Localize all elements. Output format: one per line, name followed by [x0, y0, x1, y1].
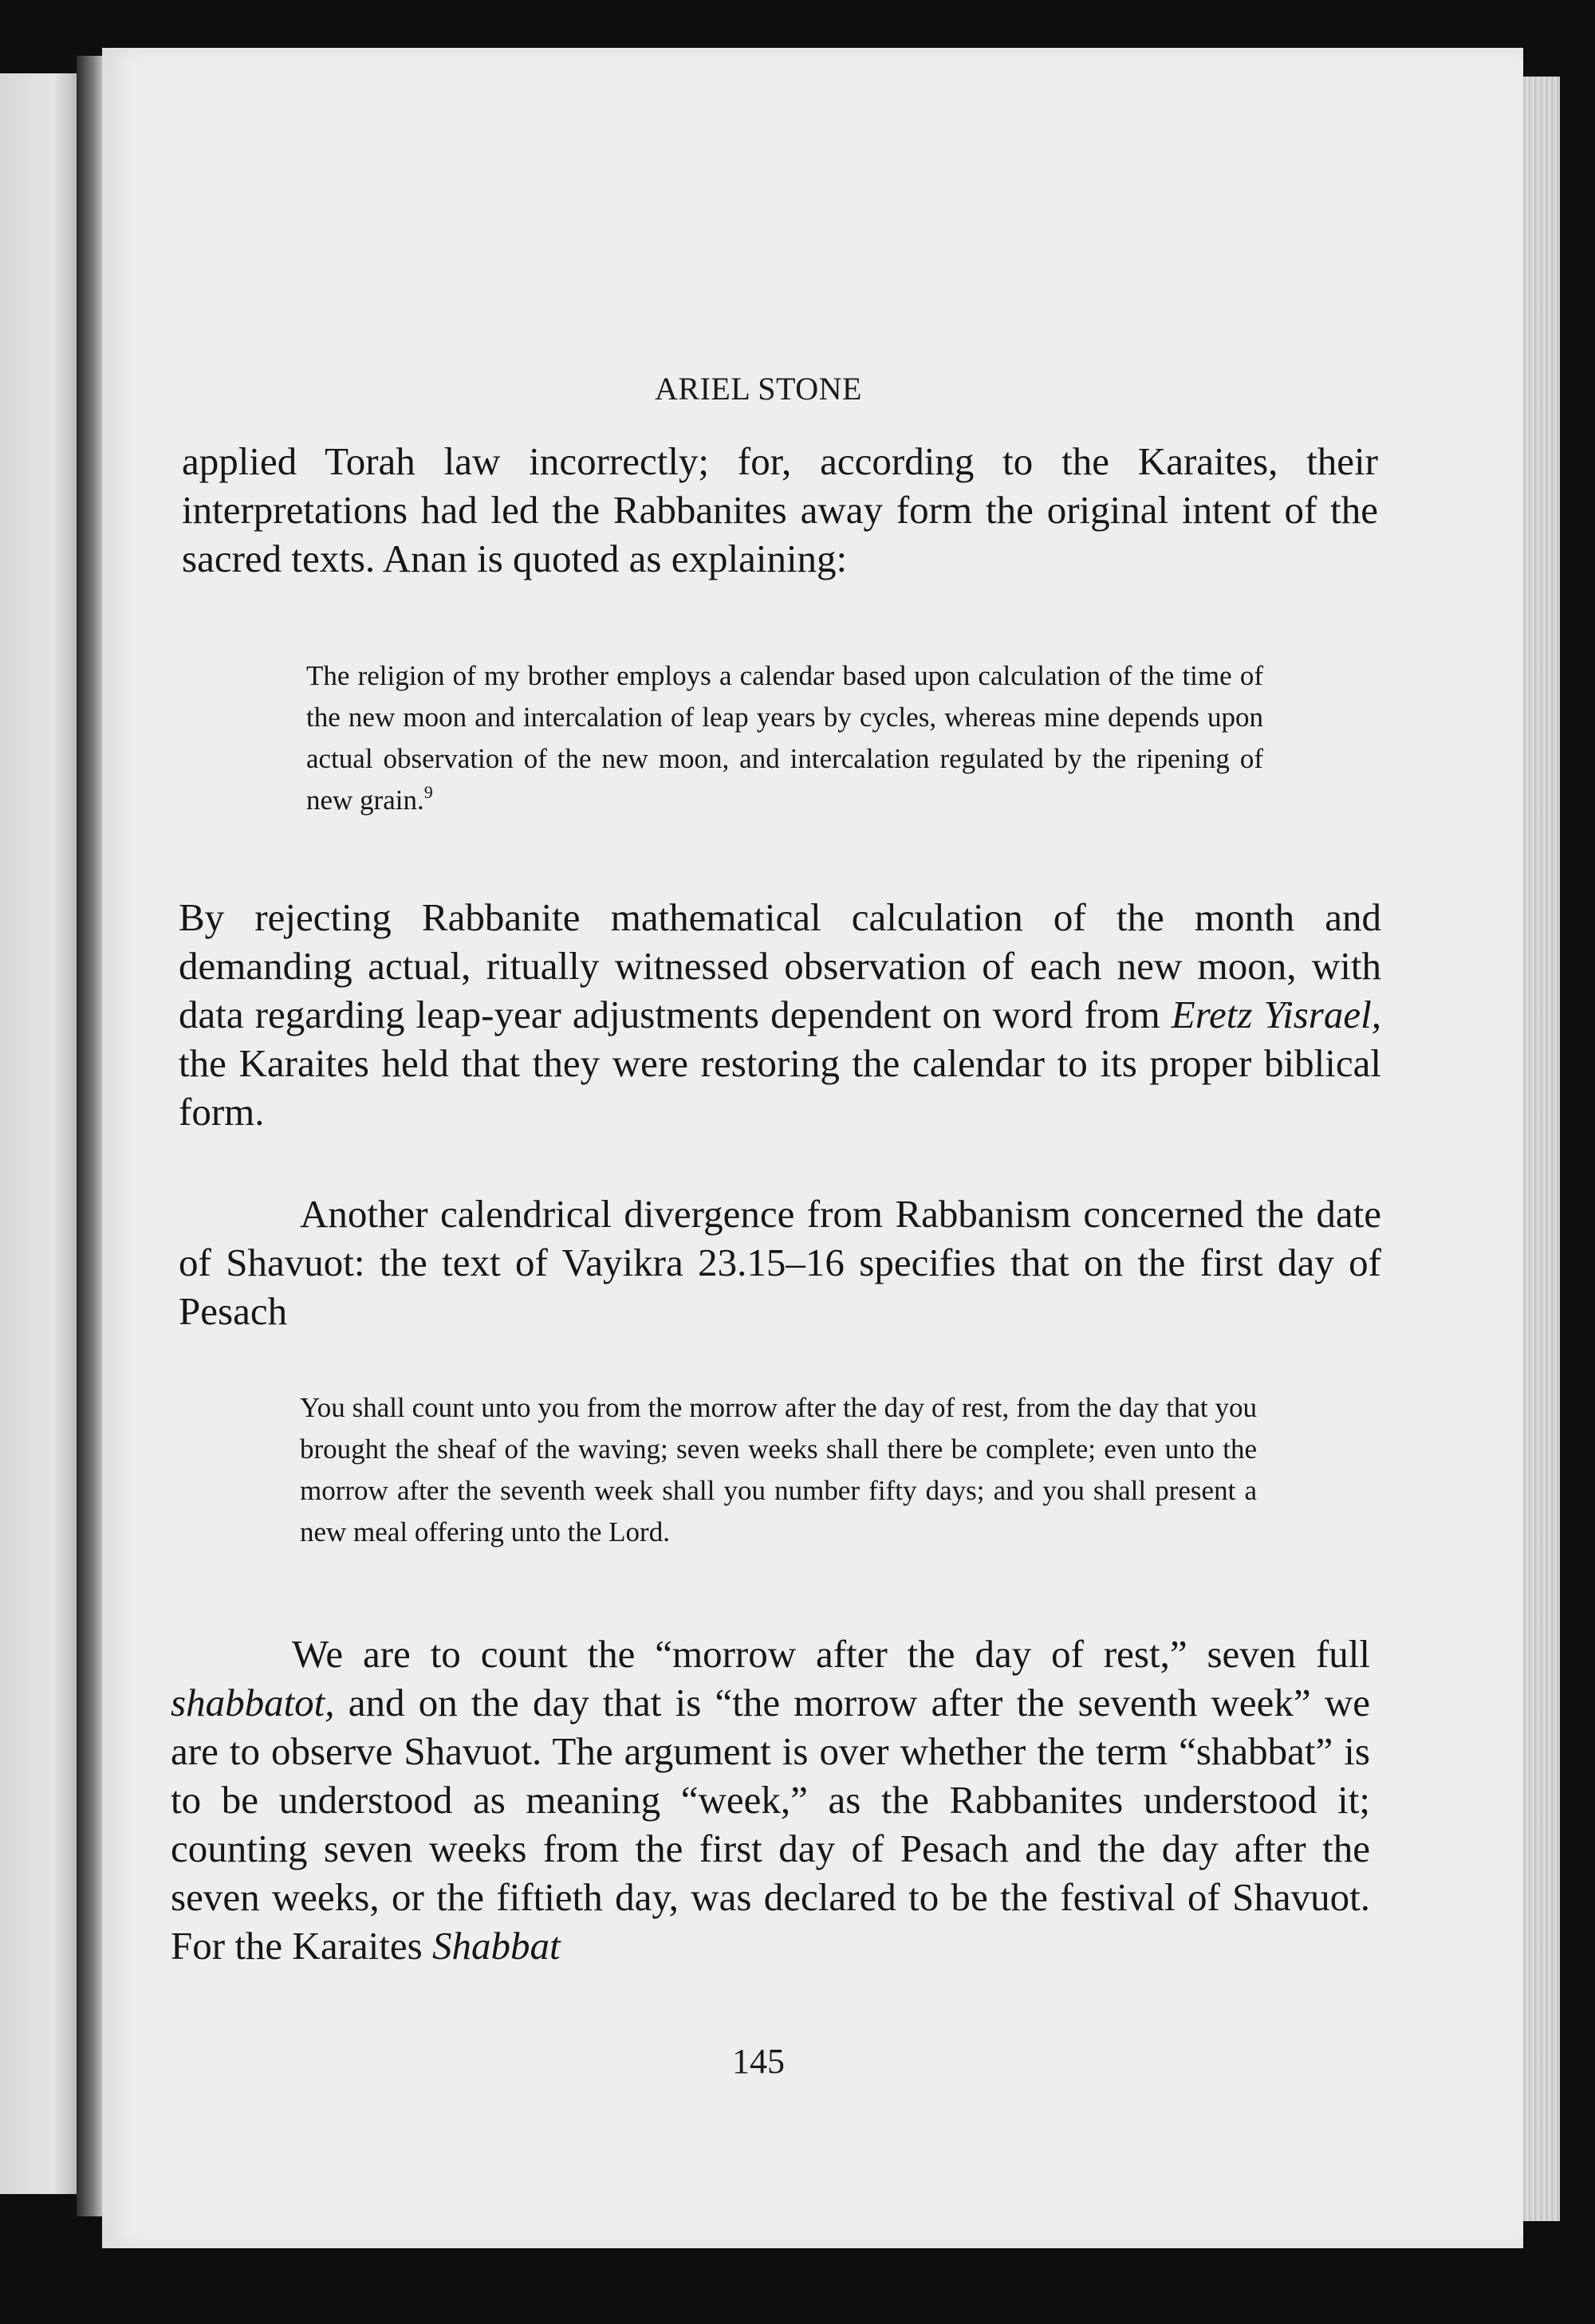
block-quote-anan	[306, 655, 1263, 821]
paragraph-4	[171, 1630, 1370, 1970]
paragraph-2	[179, 893, 1381, 1136]
paragraph-4-text-b: and on the day that is “the morrow after the seventh week” we are to observe Shavuot. The argument is over whether the term “shabbat” is to be understood as meaning “week,” as the Rabbanites understood it; counting seven weeks from the first day of Pesach and the day after the seven weeks, or the fiftieth day, was declared to be the festival of Shavuot. For the Karaites	[171, 1681, 1370, 1968]
block-quote-vayikra: You shall count unto you from the morrow after the day of rest, from the day that you brought the sheaf of the waving; seven weeks shall there be complete; even unto the morrow after the seventh week shall you number fifty days; and you shall present a new meal offering unto the Lord.	[300, 1392, 1257, 1547]
page-number: 145	[732, 2042, 785, 2081]
paragraph-2-italic: Eretz Yisrael,	[1171, 993, 1381, 1036]
block-quote-text: The religion of my brother employs a calendar based upon calculation of the time of the new moon and intercalation of leap years by cycles, whereas mine depends upon actual observation of the new moon, and intercalation regulated by the ripening of new grain.	[306, 660, 1263, 816]
paragraph-4-italic: shabbatot,	[171, 1681, 335, 1724]
paragraph-4-italic-end: Shabbat	[431, 1924, 561, 1968]
page-stack-edge	[1520, 77, 1560, 2221]
paragraph-4-text-a: We are to count the “morrow after the day of rest,” seven full	[292, 1632, 1370, 1676]
paragraph-3: Another calendrical divergence from Rabbanism concerned the date of Shavuot: the text of Vayikra 23.15–16 specifies that on the first day of Pesach	[179, 1192, 1381, 1333]
paragraph-2-text-b: the Karaites held that they were restoring the calendar to its proper biblical form.	[179, 1041, 1381, 1134]
paragraph-2-text-a: By rejecting Rabbanite mathematical calculation of the month and demanding actual, ritually witnessed observation of each new moon, with data regarding leap-year adjustments dependent on word from	[179, 895, 1381, 1036]
paragraph-1: applied Torah law incorrectly; for, according to the Karaites, their interpretations had led the Rabbanites away form the original intent of the sacred texts. Anan is quoted as explaining:	[182, 439, 1378, 580]
running-head: ARIEL STONE	[655, 371, 862, 407]
book-page	[102, 48, 1523, 2248]
footnote-marker: 9	[423, 782, 433, 802]
